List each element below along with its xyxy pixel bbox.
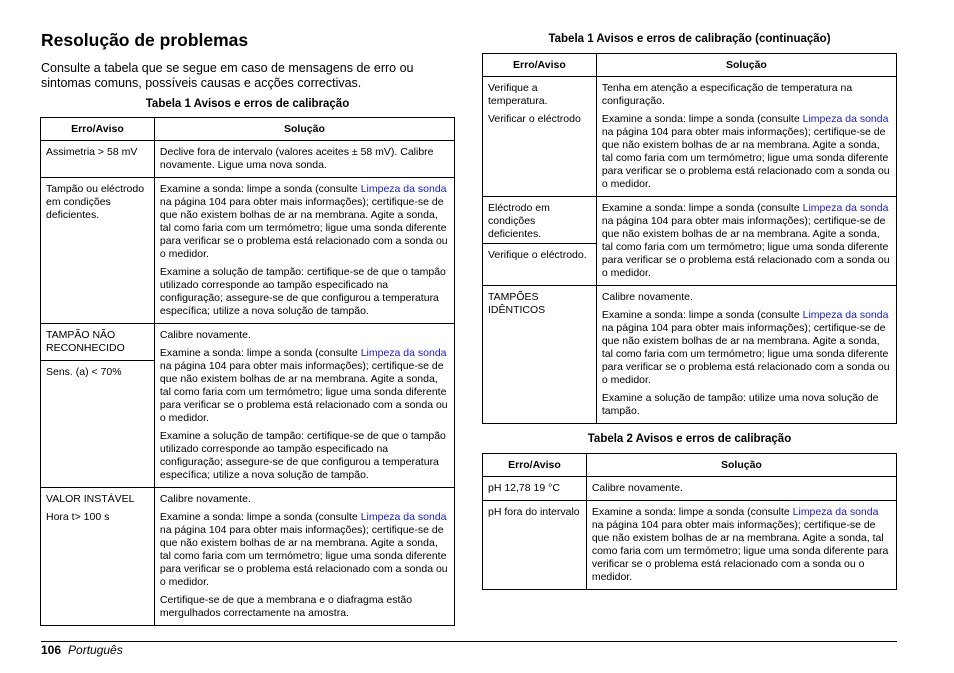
recalibrate-text: Calibre novamente. xyxy=(601,291,693,303)
table1 xyxy=(40,117,455,626)
footer-divider xyxy=(41,641,897,642)
table-row xyxy=(41,141,455,178)
table1-caption: Tabela 1 Avisos e erros de calibração xyxy=(145,98,350,110)
clean-probe-text: Examine a sonda: limpe a sonda (consulte Limpeza da sonda na página 104 para obter mais informações); certifique-se de que não existem bolhas de ar na membrana. Agite a sonda, tal como faria com um termómetro; ligue uma sonda diferente para verificar se o problema está relacionado com a sonda ou o medidor. xyxy=(159,183,448,260)
recalibrate-text: Calibre novamente. xyxy=(159,329,251,341)
solution-cell: Declive fora de intervalo (valores aceites ± 58 mV). Calibre novamente. Ligue uma nova sonda. xyxy=(154,141,454,178)
solution-cell xyxy=(154,178,454,324)
clean-probe-text: Examine a sonda: limpe a sonda (consulte Limpeza da sonda na página 104 para obter mais informações); certifique-se de que não existem bolhas de ar na membrana. Agite a sonda, tal como faria com um termómetro; ligue uma sonda diferente para verificar se o problema está relacionado com a sonda ou o medidor. xyxy=(601,113,890,190)
temperature-text: Tenha em atenção a especificação de temperatura na configuração. xyxy=(601,82,853,107)
error-unstable-value: VALOR INSTÁVEL xyxy=(46,493,135,505)
clean-probe-link[interactable]: Limpeza da sonda xyxy=(802,202,889,214)
clean-probe-text: Examine a sonda: limpe a sonda (consulte Limpeza da sonda na página 104 para obter mais informações); certifique-se de que não existem bolhas de ar na membrana. Agite a sonda, tal como faria com um termómetro; ligue uma sonda diferente para verificar se o problema está relacionado com a sonda ou o medidor. xyxy=(601,309,890,386)
table1-cont-caption: Tabela 1 Avisos e erros de calibração (continuação) xyxy=(548,33,831,45)
error-cell: pH 12,78 19 °C xyxy=(483,477,587,501)
error-check-electrode: Verificar o eléctrodo xyxy=(488,113,581,125)
error-cell: TAMPÕES IDÊNTICOS xyxy=(483,286,597,424)
table-row xyxy=(483,77,897,197)
solution-cell xyxy=(154,488,454,626)
page-number: 106 xyxy=(41,643,62,657)
footer xyxy=(41,643,123,657)
error-buffer-not-recognized: TAMPÃO NÃO RECONHECIDO xyxy=(41,324,154,361)
error-sensitivity: Sens. (a) < 70% xyxy=(46,366,122,378)
solution-cell xyxy=(596,286,896,424)
table-row xyxy=(483,477,897,501)
table-row xyxy=(483,197,897,286)
clean-probe-link[interactable]: Limpeza da sonda xyxy=(792,506,879,518)
error-cell xyxy=(483,77,597,197)
clean-probe-text: Examine a sonda: limpe a sonda (consulte Limpeza da sonda na página 104 para obter mais informações); certifique-se de que não existem bolhas de ar na membrana. Agite a sonda, tal como faria com um termómetro; ligue uma sonda diferente para verificar se o problema está relacionado com a sonda ou o medidor. xyxy=(601,202,890,279)
solution-cell xyxy=(154,324,454,488)
table2-caption: Tabela 2 Avisos e erros de calibração xyxy=(587,433,792,445)
clean-probe-text: Examine a sonda: limpe a sonda (consulte Limpeza da sonda na página 104 para obter mais informações); certifique-se de que não existem bolhas de ar na membrana. Agite a sonda, tal como faria com um termómetro; ligue uma sonda diferente para verificar se o problema está relacionado com a sonda ou o medidor. xyxy=(591,506,889,583)
table-row xyxy=(41,488,455,626)
table2 xyxy=(482,453,897,590)
intro-text: Consulte a tabela que se segue em caso de mensagens de erro ou sintomas comuns, possíveis causas e acções correctivas. xyxy=(41,61,414,90)
error-verify-electrode: Verifique o eléctrodo. xyxy=(488,249,587,261)
error-cell xyxy=(483,197,597,286)
page-title: Resolução de problemas xyxy=(41,30,249,50)
table-row xyxy=(483,501,897,590)
table-row xyxy=(483,286,897,424)
table2-header xyxy=(483,454,897,477)
error-cell: Assimetria > 58 mV xyxy=(41,141,155,178)
col-error-header: Erro/Aviso xyxy=(483,454,587,477)
error-cell xyxy=(41,488,155,626)
error-cell: Tampão ou eléctrodo em condições deficientes. xyxy=(41,178,155,324)
clean-probe-text: Examine a sonda: limpe a sonda (consulte Limpeza da sonda na página 104 para obter mais informações); certifique-se de que não existem bolhas de ar na membrana. Agite a sonda, tal como faria com um termómetro; ligue uma sonda diferente para verificar se o problema está relacionado com a sonda ou o medidor. xyxy=(159,511,448,588)
table-row xyxy=(41,324,455,488)
error-electrode-deficient: Eléctrodo em condições deficientes. xyxy=(483,197,596,244)
recalibrate-text: Calibre novamente. xyxy=(159,493,251,505)
col-solution-header: Solução xyxy=(586,454,896,477)
footer-language: Português xyxy=(68,643,123,657)
buffer-check-text: Examine a solução de tampão: certifique-se de que o tampão utilizado corresponde ao tampão especificado na configuração; assegure-se de que configurou a temperatura específica; utilize a nova solução de tampão. xyxy=(159,430,446,481)
col-error-header: Erro/Aviso xyxy=(483,54,597,77)
clean-probe-link[interactable]: Limpeza da sonda xyxy=(802,113,889,125)
table1-cont-header xyxy=(483,54,897,77)
table-row xyxy=(41,178,455,324)
col-error-header: Erro/Aviso xyxy=(41,118,155,141)
solution-cell xyxy=(596,197,896,286)
solution-cell: Calibre novamente. xyxy=(586,477,896,501)
col-solution-header: Solução xyxy=(596,54,896,77)
error-time: Hora t> 100 s xyxy=(46,511,110,523)
clean-probe-link[interactable]: Limpeza da sonda xyxy=(360,347,447,359)
error-cell xyxy=(41,324,155,488)
error-check-temperature: Verifique a temperatura. xyxy=(488,82,548,107)
clean-probe-text: Examine a sonda: limpe a sonda (consulte Limpeza da sonda na página 104 para obter mais informações); certifique-se de que não existem bolhas de ar na membrana. Agite a sonda, tal como faria com um termómetro; ligue uma sonda diferente para verificar se o problema está relacionado com a sonda ou o medidor. xyxy=(159,347,448,424)
clean-probe-link[interactable]: Limpeza da sonda xyxy=(360,183,447,195)
table1-header xyxy=(41,118,455,141)
membrane-text: Certifique-se de que a membrana e o diafragma estão mergulhados correctamente na amostra. xyxy=(159,594,413,619)
table1-continued xyxy=(482,53,897,424)
clean-probe-link[interactable]: Limpeza da sonda xyxy=(360,511,447,523)
clean-probe-link[interactable]: Limpeza da sonda xyxy=(802,309,889,321)
col-solution-header: Solução xyxy=(154,118,454,141)
solution-cell xyxy=(596,77,896,197)
new-buffer-text: Examine a solução de tampão: utilize uma nova solução de tampão. xyxy=(601,392,879,417)
error-cell: pH fora do intervalo xyxy=(483,501,587,590)
solution-cell xyxy=(586,501,896,590)
buffer-check-text: Examine a solução de tampão: certifique-se de que o tampão utilizado corresponde ao tampão especificado na configuração; assegure-se de que configurou a temperatura específica; utilize a nova solução de tampão. xyxy=(159,266,446,317)
